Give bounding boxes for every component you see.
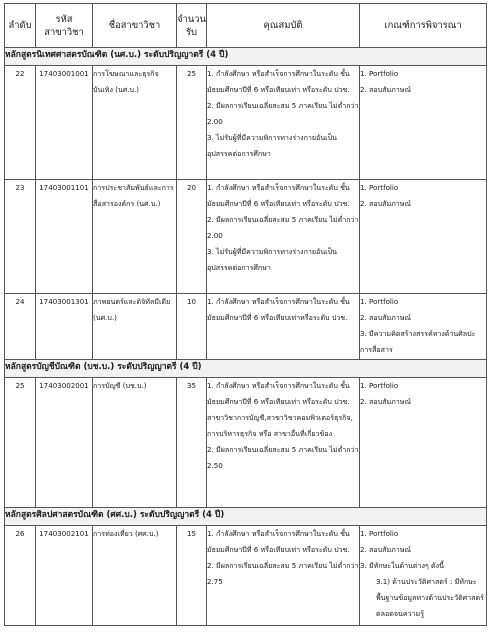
criteria-item: 2. สอบสัมภาษณ์ — [360, 199, 412, 208]
row-order: 22 — [5, 66, 36, 180]
row-code: 17403001101 — [36, 180, 93, 294]
row-name: ภาพยนตร์และดิจิทัลมีเดีย (นศ.บ.) — [93, 294, 177, 360]
qualification-item: 1. กำลังศึกษา หรือสำเร็จการศึกษาในระดับ ชั้นมัธยมศึกษาปีที่ 6 หรือเทียบเท่า หรือระดับ ปวช. — [207, 183, 350, 208]
criteria-item: 3. มีความคิดสร้างสรรค์ทางด้านศิลปะการสื่อสาร — [360, 329, 476, 354]
row-criteria — [360, 66, 487, 180]
section-title: หลักสูตรบัญชีบัณฑิต (บช.บ.) ระดับปริญญาตรี (4 ปี) — [5, 360, 487, 378]
criteria-item: 1. Portfolio — [360, 69, 399, 78]
criteria-item: 2. สอบสัมภาษณ์ — [360, 397, 412, 406]
table-row — [5, 526, 487, 626]
section-row — [5, 360, 487, 378]
row-order: 23 — [5, 180, 36, 294]
criteria-subitem: 3.1) ด้านประวัติศาสตร์ : มีทักษะพื้นฐานข้อมูลทางด้านประวัติศาสตร์ ตลอดจนความรู้ — [376, 577, 484, 618]
row-criteria — [360, 526, 487, 626]
row-code: 17403001301 — [36, 294, 93, 360]
qualification-item: 1. กำลังศึกษา หรือสำเร็จการศึกษาในระดับ ชั้นมัธยมศึกษาปีที่ 6 หรือเทียบเท่าหรือระดับ ปวช. — [207, 297, 350, 322]
header-row — [5, 4, 487, 48]
table-row — [5, 294, 487, 360]
row-seats: 15 — [177, 526, 207, 626]
criteria-item: 1. Portfolio — [360, 183, 399, 192]
table-row — [5, 180, 487, 294]
row-name: การบัญชี (บช.บ.) — [93, 378, 177, 508]
row-order: 26 — [5, 526, 36, 626]
criteria-item: 2. สอบสัมภาษณ์ — [360, 85, 412, 94]
section-title: หลักสูตรศิลปศาสตรบัณฑิต (ศศ.บ.) ระดับปริญญาตรี (4 ปี) — [5, 508, 487, 526]
header-qualifications: คุณสมบัติ — [207, 4, 360, 48]
row-qualifications — [207, 378, 360, 508]
section-row — [5, 508, 487, 526]
criteria-item: 1. Portfolio — [360, 381, 399, 390]
header-seats-line1: จำนวน — [177, 13, 206, 25]
row-code: 17403001001 — [36, 66, 93, 180]
header-code-line1: รหัส — [55, 13, 73, 25]
header-code — [36, 4, 93, 48]
qualification-item: 2. มีผลการเรียนเฉลี่ยสะสม 5 ภาคเรียน ไม่ต่ำกว่า 2.00 — [207, 215, 359, 240]
row-qualifications — [207, 180, 360, 294]
admission-table — [4, 3, 487, 626]
header-code-line2: สาขาวิชา — [44, 26, 84, 38]
row-criteria — [360, 378, 487, 508]
qualification-item: 2. มีผลการเรียนเฉลี่ยสะสม 5 ภาคเรียน ไม่ต่ำกว่า 2.50 — [207, 445, 359, 470]
table-row — [5, 378, 487, 508]
row-seats: 35 — [177, 378, 207, 508]
qualification-item: 1. กำลังศึกษา หรือสำเร็จการศึกษาในระดับ ชั้นมัธยมศึกษาปีที่ 6 หรือเทียบเท่า หรือระดับ ปวช. สาขาวิชาการบัญชี,สาขาวิชาคอมพิวเตอร์ธุรกิจ, การบริหารธุรกิจ หรือ สาขาอื่นที่เกี่ยวข้อง — [207, 381, 353, 438]
qualification-item: 3. ไม่รับผู้ที่มีความพิการทางร่างกายอันเป็น อุปสรรคต่อการศึกษา — [207, 247, 337, 272]
row-name: การท่องเที่ยว (ศศ.บ.) — [93, 526, 177, 626]
row-qualifications — [207, 66, 360, 180]
header-name: ชื่อสาขาวิชา — [93, 4, 177, 48]
header-seats-line2: รับ — [186, 26, 197, 38]
row-qualifications — [207, 526, 360, 626]
criteria-item: 2. สอบสัมภาษณ์ — [360, 313, 412, 322]
section-title: หลักสูตรนิเทศศาสตรบัณฑิต (นศ.บ.) ระดับปริญญาตรี (4 ปี) — [5, 48, 487, 66]
criteria-item: 1. Portfolio — [360, 297, 399, 306]
table-row — [5, 66, 487, 180]
row-seats: 10 — [177, 294, 207, 360]
criteria-item: 3. มีทักษะในด้านต่างๆ ดังนี้ — [360, 561, 444, 570]
section-row — [5, 48, 487, 66]
header-order: ลำดับ — [5, 4, 36, 48]
header-seats — [177, 4, 207, 48]
qualification-item: 2. มีผลการเรียนเฉลี่ยสะสม 5 ภาคเรียน ไม่ต่ำกว่า 2.00 — [207, 101, 359, 126]
row-name: การประชาสัมพันธ์และการสื่อสารองค์กร (นศ.บ.) — [93, 180, 177, 294]
criteria-item: 1. Portfolio — [360, 529, 399, 538]
qualification-item: 1. กำลังศึกษา หรือสำเร็จการศึกษาในระดับ ชั้นมัธยมศึกษาปีที่ 6 หรือเทียบเท่า หรือระดับ ปวช. — [207, 529, 350, 554]
row-criteria — [360, 180, 487, 294]
row-seats: 25 — [177, 66, 207, 180]
row-criteria — [360, 294, 487, 360]
qualification-item: 3. ไม่รับผู้ที่มีความพิการทางร่างกายอันเป็น อุปสรรคต่อการศึกษา — [207, 133, 337, 158]
qualification-item: 1. กำลังศึกษา หรือสำเร็จการศึกษาในระดับ ชั้นมัธยมศึกษาปีที่ 6 หรือเทียบเท่า หรือระดับ ปวช. — [207, 69, 350, 94]
row-name: การโฆษณาและธุรกิจบันเทิง (นศ.บ.) — [93, 66, 177, 180]
row-code: 17403002001 — [36, 378, 93, 508]
criteria-item: 2. สอบสัมภาษณ์ — [360, 545, 412, 554]
row-code: 17403002101 — [36, 526, 93, 626]
row-qualifications — [207, 294, 360, 360]
row-order: 25 — [5, 378, 36, 508]
row-order: 24 — [5, 294, 36, 360]
row-seats: 20 — [177, 180, 207, 294]
qualification-item: 2. มีผลการเรียนเฉลี่ยสะสม 5 ภาคเรียน ไม่ต่ำกว่า 2.75 — [207, 561, 359, 586]
header-criteria: เกณฑ์การพิจารณา — [360, 4, 487, 48]
